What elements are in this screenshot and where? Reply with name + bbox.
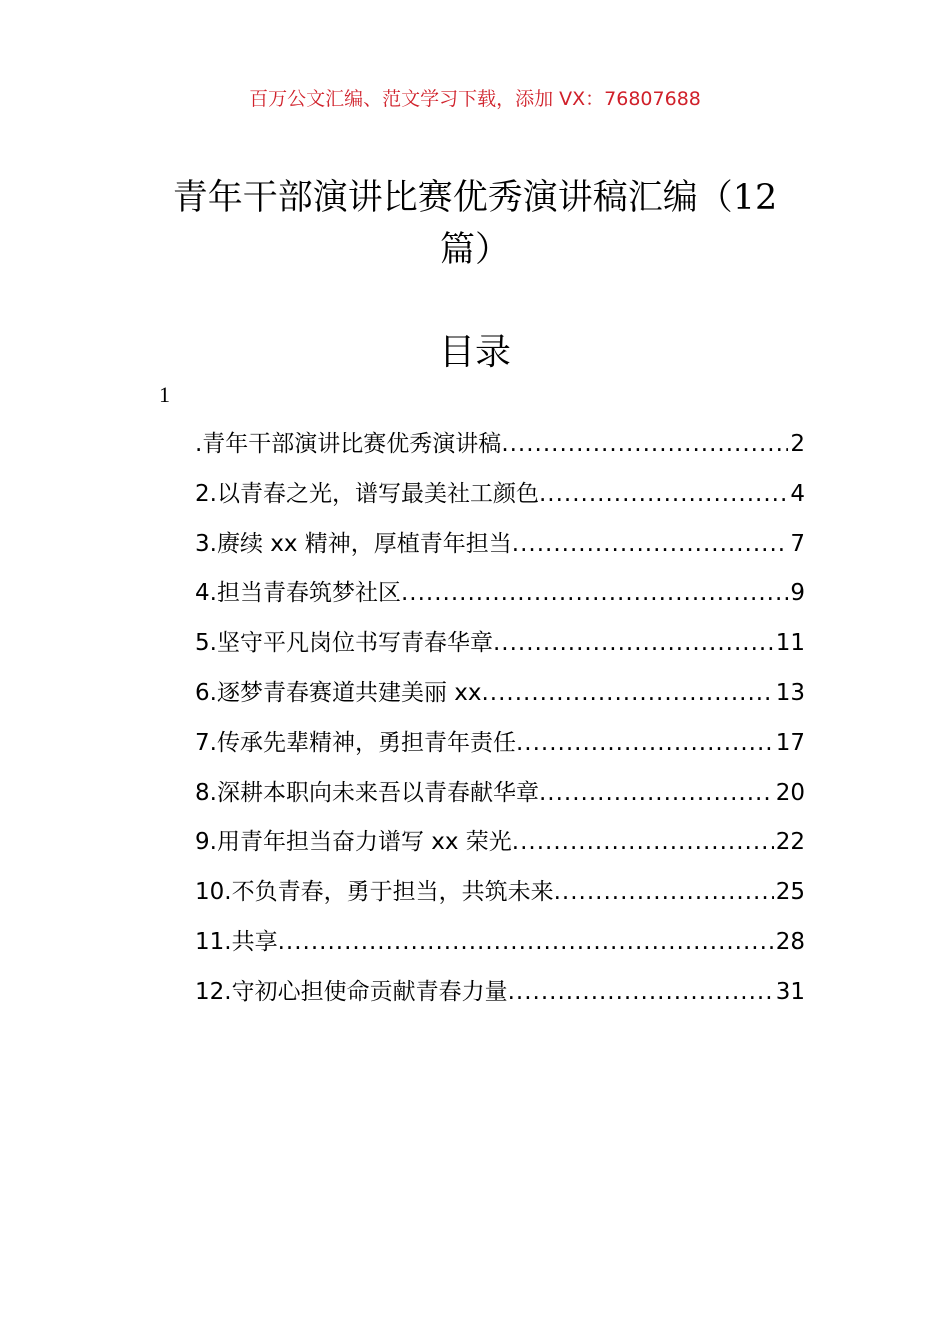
toc-entry-title: 2.以青春之光，谱写最美社工颜色 (195, 480, 539, 507)
toc-leader-dots (539, 773, 774, 813)
toc-leader-dots (401, 573, 788, 613)
title-number: 12 (732, 178, 778, 218)
toc-entry-title: 8.深耕本职向未来吾以青春献华章 (195, 779, 539, 806)
toc-entry-title: 9.用青年担当奋力谱写 xx 荣光 (195, 829, 512, 856)
toc-entry-page: 7 (790, 530, 805, 557)
toc-leader-dots (508, 972, 774, 1012)
document-title (150, 172, 800, 276)
toc-leader-dots (493, 623, 774, 663)
title-text: 青年干部演讲比赛优秀演讲稿汇编（ (172, 178, 733, 218)
toc-entry-page: 28 (775, 928, 805, 955)
table-of-contents (195, 424, 805, 1022)
toc-entry[interactable] (195, 524, 805, 574)
toc-entry[interactable] (195, 573, 805, 623)
toc-entry[interactable] (195, 822, 805, 872)
toc-entry-title: 10.不负青春，勇于担当，共筑未来 (195, 879, 554, 906)
toc-entry-page: 13 (775, 679, 805, 706)
toc-entry[interactable] (195, 623, 805, 673)
toc-entry-title: 7.传承先辈精神，勇担青年责任 (195, 729, 516, 756)
toc-entry-title: 4.担当青春筑梦社区 (195, 580, 401, 607)
toc-leader-dots (278, 922, 774, 962)
toc-entry-page: 4 (790, 480, 805, 507)
toc-entry-page: 17 (775, 729, 805, 756)
toc-entry-title: 12.守初心担使命贡献青春力量 (195, 978, 508, 1005)
toc-entry-title: 6.逐梦青春赛道共建美丽 xx (195, 679, 482, 706)
toc-leader-dots (512, 524, 789, 564)
toc-leader-dots (481, 673, 773, 713)
page-number-mark: 1 (159, 382, 170, 407)
toc-entry-page: 25 (775, 879, 805, 906)
toc-leader-dots (512, 822, 774, 862)
toc-entry[interactable] (195, 474, 805, 524)
toc-entry-title: 3.赓续 xx 精神，厚植青年担当 (195, 530, 512, 557)
toc-entry-page: 11 (775, 630, 805, 657)
toc-entry[interactable] (195, 872, 805, 922)
toc-leader-dots (516, 723, 774, 763)
toc-heading: 目录 (438, 332, 511, 373)
toc-entry-title: 5.坚守平凡岗位书写青春华章 (195, 630, 493, 657)
toc-entry[interactable] (195, 424, 805, 474)
toc-entry-page: 2 (790, 431, 805, 457)
toc-entry[interactable] (195, 673, 805, 723)
toc-entry-title: 11.共享 (195, 928, 278, 955)
toc-leader-dots (554, 872, 774, 912)
toc-entry[interactable] (195, 922, 805, 972)
toc-entry-page: 22 (775, 829, 805, 856)
toc-leader-dots (539, 474, 788, 514)
toc-entry[interactable] (195, 723, 805, 773)
toc-leader-dots (501, 424, 788, 464)
toc-entry-page: 20 (775, 779, 805, 806)
toc-entry-title: .青年干部演讲比赛优秀演讲稿 (195, 431, 502, 457)
watermark-header: 百万公文汇编、范文学习下载，添加 VX：76807688 (249, 88, 701, 110)
title-line2: 篇） (439, 230, 510, 270)
toc-entry-page: 9 (790, 580, 805, 607)
toc-entry[interactable] (195, 773, 805, 823)
toc-entry[interactable] (195, 972, 805, 1022)
toc-entry-page: 31 (775, 978, 805, 1005)
